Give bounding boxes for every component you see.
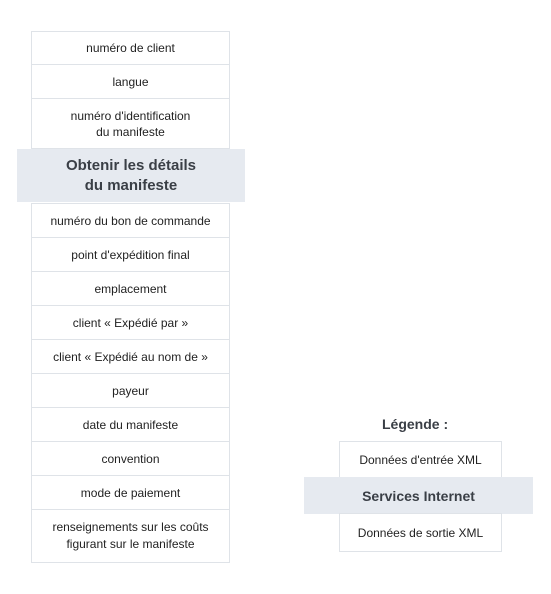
input-field-client-number: numéro de client: [31, 31, 230, 65]
output-field-manifest-date: date du manifeste: [31, 407, 230, 442]
output-field-agreement: convention: [31, 441, 230, 476]
legend-output-box: Données de sortie XML: [339, 513, 502, 552]
legend-service-band: Services Internet: [304, 477, 533, 514]
legend-input-box: Données d'entrée XML: [339, 441, 502, 478]
input-field-language: langue: [31, 64, 230, 99]
output-field-payment-method: mode de paiement: [31, 475, 230, 510]
output-field-purchase-order-number: numéro du bon de commande: [31, 203, 230, 238]
input-field-manifest-id: numéro d'identification du manifeste: [31, 98, 230, 149]
output-field-manifest-cost-info: renseignements sur les coûts figurant sur le manifeste: [31, 509, 230, 563]
output-field-shipped-by-customer: client « Expédié par »: [31, 305, 230, 340]
output-field-final-shipping-point: point d'expédition final: [31, 237, 230, 272]
output-field-location: emplacement: [31, 271, 230, 306]
legend-title: Légende :: [382, 416, 449, 432]
output-field-payer: payeur: [31, 373, 230, 408]
output-field-shipped-on-behalf-of-customer: client « Expédié au nom de »: [31, 339, 230, 374]
service-title: Obtenir les détails du manifeste: [17, 149, 245, 202]
